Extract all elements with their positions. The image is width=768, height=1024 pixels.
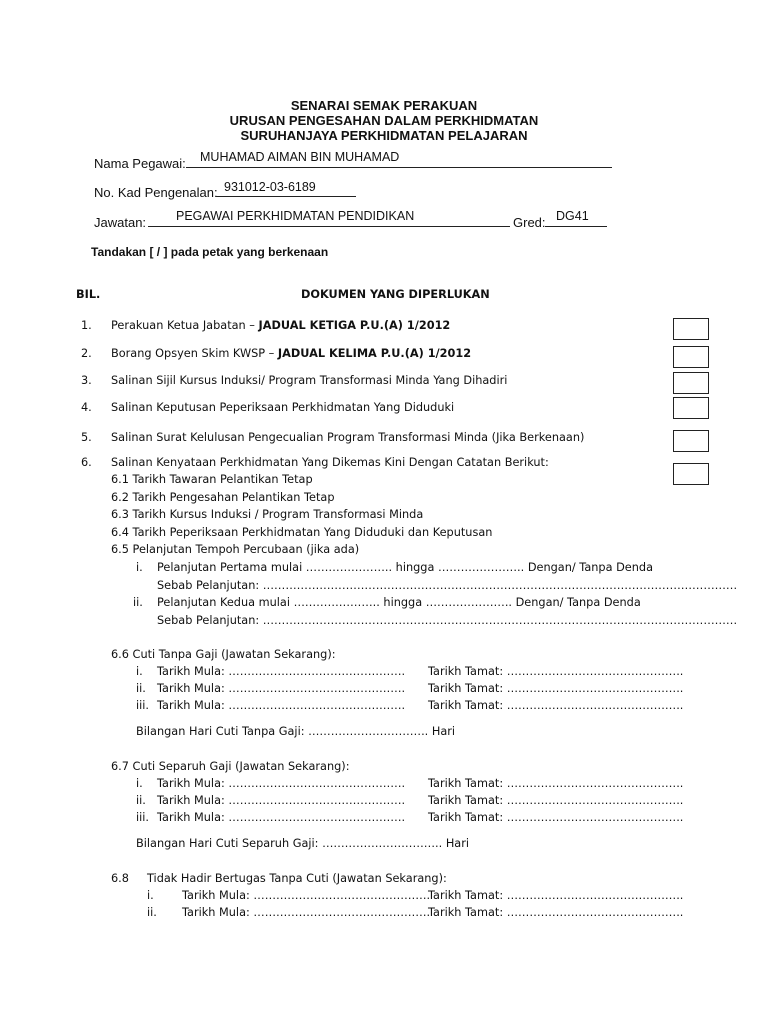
s67-row2-tamat: Tarikh Tamat: ……………………………………….. — [428, 794, 684, 807]
s67-row2-number: ii. — [136, 794, 146, 807]
s67-row2-mula: Tarikh Mula: ……………………………………….. — [157, 794, 406, 807]
s67-row3-mula: Tarikh Mula: ……………………………………….. — [157, 811, 406, 824]
sub-6-4: 6.4 Tarikh Peperiksaan Perkhidmatan Yang Diduduki dan Keputusan — [111, 526, 493, 539]
item-3-text: Salinan Sijil Kursus Induksi/ Program Transformasi Minda Yang Dihadiri — [111, 374, 508, 387]
s65-i-number: i. — [136, 561, 143, 574]
gred-label: Gred: — [513, 215, 546, 230]
item-5-checkbox[interactable] — [673, 430, 709, 452]
s65-ii-number: ii. — [133, 596, 143, 609]
doc-title-line1: SENARAI SEMAK PERAKUAN — [290, 98, 478, 113]
nama-pegawai-value[interactable]: MUHAMAD AIMAN BIN MUHAMAD — [200, 150, 400, 164]
item-2-text: Borang Opsyen Skim KWSP – JADUAL KELIMA P.U.(A) 1/2012 — [111, 347, 472, 360]
s68-number: 6.8 — [111, 872, 129, 885]
s68-row1-number: i. — [147, 889, 154, 902]
item-6-checkbox[interactable] — [673, 463, 709, 485]
sub-6-3: 6.3 Tarikh Kursus Induksi / Program Transformasi Minda — [111, 508, 424, 521]
s66-row3-tamat: Tarikh Tamat: ……………………………………….. — [428, 699, 684, 712]
s65-ii-sebab: Sebab Pelanjutan: ……………………………………………………………………………………………………………… — [157, 614, 738, 627]
s68-row2-tamat: Tarikh Tamat: ……………………………………….. — [428, 906, 684, 919]
item-3-number: 3. — [81, 374, 92, 387]
jawatan-value[interactable]: PEGAWAI PERKHIDMATAN PENDIDIKAN — [176, 209, 415, 223]
item-1-checkbox[interactable] — [673, 318, 709, 340]
jawatan-label: Jawatan: — [94, 215, 147, 230]
s68-row1-mula: Tarikh Mula: ……………………………………….. — [182, 889, 431, 902]
s66-row2-mula: Tarikh Mula: ……………………………………….. — [157, 682, 406, 695]
s67-row1-tamat: Tarikh Tamat: ……………………………………….. — [428, 777, 684, 790]
s67-bilangan: Bilangan Hari Cuti Separuh Gaji: ………………………….. Hari — [136, 837, 470, 850]
item-1-text: Perakuan Ketua Jabatan – JADUAL KETIGA P.U.(A) 1/2012 — [111, 319, 451, 332]
item-6-number: 6. — [81, 456, 92, 469]
s68-row1-tamat: Tarikh Tamat: ……………………………………….. — [428, 889, 684, 902]
s65-i-sebab: Sebab Pelanjutan: ……………………………………………………………………………………………………………… — [157, 579, 738, 592]
s68-title: Tidak Hadir Bertugas Tanpa Cuti (Jawatan Sekarang): — [147, 872, 447, 885]
dokumen-header: DOKUMEN YANG DIPERLUKAN — [301, 288, 490, 301]
item-4-text: Salinan Keputusan Peperiksaan Perkhidmatan Yang Diduduki — [111, 401, 455, 414]
item-2-checkbox[interactable] — [673, 346, 709, 368]
s67-row3-number: iii. — [136, 811, 150, 824]
s66-row1-tamat: Tarikh Tamat: ……………………………………….. — [428, 665, 684, 678]
item-4-number: 4. — [81, 401, 92, 414]
s66-row3-number: iii. — [136, 699, 150, 712]
doc-title-line2: URUSAN PENGESAHAN DALAM PERKHIDMATAN — [229, 113, 539, 128]
doc-title-line3: SURUHANJAYA PERKHIDMATAN PELAJARAN — [240, 128, 528, 143]
s67-row1-mula: Tarikh Mula: ……………………………………….. — [157, 777, 406, 790]
sub-6-1: 6.1 Tarikh Tawaran Pelantikan Tetap — [111, 473, 313, 486]
s67-row3-tamat: Tarikh Tamat: ……………………………………….. — [428, 811, 684, 824]
item-6-text: Salinan Kenyataan Perkhidmatan Yang Dikemas Kini Dengan Catatan Berikut: — [111, 456, 549, 469]
gred-line[interactable] — [545, 226, 607, 227]
s66-row2-tamat: Tarikh Tamat: ……………………………………….. — [428, 682, 684, 695]
nama-pegawai-label: Nama Pegawai: — [94, 156, 186, 171]
bil-header: BIL. — [76, 288, 101, 301]
item-2-number: 2. — [81, 347, 92, 360]
item-1-number: 1. — [81, 319, 92, 332]
kad-pengenalan-line[interactable] — [216, 196, 356, 197]
kad-pengenalan-value[interactable]: 931012-03-6189 — [224, 180, 316, 194]
s66-title: 6.6 Cuti Tanpa Gaji (Jawatan Sekarang): — [111, 648, 336, 661]
gred-value[interactable]: DG41 — [556, 209, 589, 223]
nama-pegawai-line[interactable] — [186, 167, 612, 168]
sub-6-2: 6.2 Tarikh Pengesahan Pelantikan Tetap — [111, 491, 335, 504]
item-5-text: Salinan Surat Kelulusan Pengecualian Program Transformasi Minda (Jika Berkenaan) — [111, 431, 585, 444]
item-5-number: 5. — [81, 431, 92, 444]
s66-row3-mula: Tarikh Mula: ……………………………………….. — [157, 699, 406, 712]
s66-bilangan: Bilangan Hari Cuti Tanpa Gaji: ………………………….. Hari — [136, 725, 456, 738]
s66-row1-number: i. — [136, 665, 143, 678]
s66-row1-mula: Tarikh Mula: ……………………………………….. — [157, 665, 406, 678]
jawatan-line[interactable] — [148, 226, 510, 227]
s68-row2-mula: Tarikh Mula: ……………………………………….. — [182, 906, 431, 919]
kad-pengenalan-label: No. Kad Pengenalan: — [94, 185, 218, 200]
s67-title: 6.7 Cuti Separuh Gaji (Jawatan Sekarang): — [111, 760, 350, 773]
item-3-checkbox[interactable] — [673, 372, 709, 394]
s65-i-text: Pelanjutan Pertama mulai ………………….. hingga ………………….. Dengan/ Tanpa Denda — [157, 561, 653, 574]
s68-row2-number: ii. — [147, 906, 157, 919]
s67-row1-number: i. — [136, 777, 143, 790]
s66-row2-number: ii. — [136, 682, 146, 695]
s65-ii-text: Pelanjutan Kedua mulai ………………….. hingga ………………….. Dengan/ Tanpa Denda — [157, 596, 641, 609]
item-4-checkbox[interactable] — [673, 397, 709, 419]
sub-6-5: 6.5 Pelanjutan Tempoh Percubaan (jika ada) — [111, 543, 360, 556]
instruction-text: Tandakan [ / ] pada petak yang berkenaan — [91, 245, 329, 259]
